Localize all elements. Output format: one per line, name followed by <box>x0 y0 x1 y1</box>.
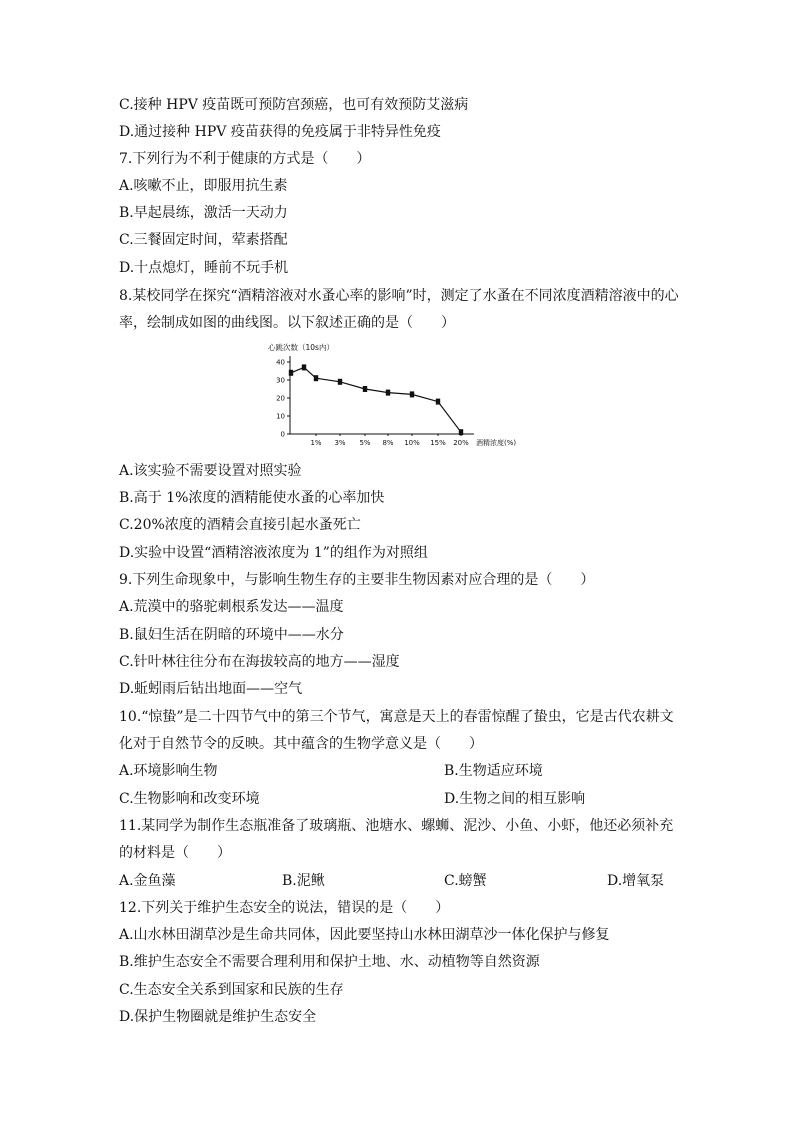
x-tick-label: 20% <box>453 439 469 447</box>
q11-option-d: D.增氧泵 <box>607 873 665 889</box>
x-tick-label: 3% <box>334 439 346 447</box>
q7-option-b: B.早起晨练，激活一天动力 <box>119 205 288 221</box>
heart-rate-chart <box>262 338 532 448</box>
q7-option-c: C.三餐固定时间，荤素搭配 <box>119 232 288 248</box>
question-9: 9.下列生命现象中，与影响生物生存的主要非生物因素对应合理的是（ ） <box>119 572 595 588</box>
data-point <box>302 364 306 370</box>
data-point <box>436 399 440 405</box>
y-tick-label: 10 <box>276 412 285 421</box>
q11-option-b: B.泥鳅 <box>282 873 325 889</box>
y-tick-label: 40 <box>276 358 285 367</box>
q11-option-a: A.金鱼藻 <box>119 873 176 889</box>
q10-option-d: D.生物之间的相互影响 <box>444 791 586 807</box>
q7-option-a: A.咳嗽不止，即服用抗生素 <box>119 178 288 194</box>
data-point <box>363 386 367 392</box>
data-point <box>314 375 318 381</box>
question-7: 7.下列行为不利于健康的方式是（ ） <box>119 151 371 167</box>
q8-option-d: D.实验中设置“酒精溶液浓度为 1”的组作为对照组 <box>119 545 428 561</box>
y-tick-label: 20 <box>276 394 285 403</box>
q12-option-d: D.保护生物圈就是维护生态安全 <box>119 1009 317 1025</box>
question-11-line-2: 的材料是（ ） <box>119 845 231 861</box>
q10-option-b: B.生物适应环境 <box>444 763 543 779</box>
q10-option-a: A.环境影响生物 <box>119 763 218 779</box>
x-tick-label: 1% <box>310 439 322 447</box>
y-tick-label: 30 <box>276 376 285 385</box>
question-8-line-1: 8.某校同学在探究“酒精溶液对水蚤心率的影响”时，测定了水蚤在不同浓度酒精溶液中的心 <box>119 288 679 304</box>
question-10-line-1: 10.“惊蛰”是二十四节气中的第三个节气，寓意是天上的春雷惊醒了蛰虫，它是古代农耕文 <box>119 709 674 725</box>
x-axis-label: 酒精浓度(%) <box>476 439 517 447</box>
q6-option-c: C.接种 HPV 疫苗既可预防宫颈癌，也可有效预防艾滋病 <box>119 97 469 113</box>
q8-option-c: C.20%浓度的酒精会直接引起水蚤死亡 <box>119 517 361 533</box>
q9-option-d: D.蚯蚓雨后钻出地面——空气 <box>119 681 303 697</box>
q8-option-a: A.该实验不需要设置对照实验 <box>119 463 302 479</box>
data-point <box>410 391 414 397</box>
y-axis-label: 心跳次数（10s内） <box>268 343 334 352</box>
q9-option-a: A.荒漠中的骆驼刺根系发达——温度 <box>119 599 344 615</box>
q12-option-c: C.生态安全关系到国家和民族的生存 <box>119 982 344 998</box>
data-point <box>289 370 293 376</box>
data-point <box>338 379 342 385</box>
question-8-line-2: 率，绘制成如图的曲线图。以下叙述正确的是（ ） <box>119 315 455 331</box>
x-tick-label: 15% <box>430 439 446 447</box>
x-tick-label: 5% <box>359 439 371 447</box>
q8-option-b: B.高于 1%浓度的酒精能使水蚤的心率加快 <box>119 490 385 506</box>
data-point <box>459 429 463 435</box>
q12-option-a: A.山水林田湖草沙是生命共同体，因此要坚持山水林田湖草沙一体化保护与修复 <box>119 927 610 943</box>
y-tick-label: 0 <box>280 430 285 439</box>
x-tick-label: 10% <box>404 439 420 447</box>
question-11-line-1: 11.某同学为制作生态瓶准备了玻璃瓶、池塘水、螺蛳、泥沙、小鱼、小虾，他还必须补充 <box>119 818 674 834</box>
q10-option-c: C.生物影响和改变环境 <box>119 791 260 807</box>
question-10-line-2: 化对于自然节令的反映。其中蕴含的生物学意义是（ ） <box>119 736 483 752</box>
q6-option-d: D.通过接种 HPV 疫苗获得的免疫属于非特异性免疫 <box>119 124 441 140</box>
q9-option-c: C.针叶林往往分布在海拔较高的地方——湿度 <box>119 654 400 670</box>
q11-option-c: C.螃蟹 <box>444 873 487 889</box>
question-12: 12.下列关于维护生态安全的说法，错误的是（ ） <box>119 900 450 916</box>
q7-option-d: D.十点熄灯，睡前不玩手机 <box>119 260 289 276</box>
q9-option-b: B.鼠妇生活在阴暗的环境中——水分 <box>119 627 344 643</box>
q12-option-b: B.维护生态安全不需要合理利用和保护土地、水、动植物等自然资源 <box>119 954 540 970</box>
data-point <box>386 390 390 396</box>
x-tick-label: 8% <box>382 439 394 447</box>
